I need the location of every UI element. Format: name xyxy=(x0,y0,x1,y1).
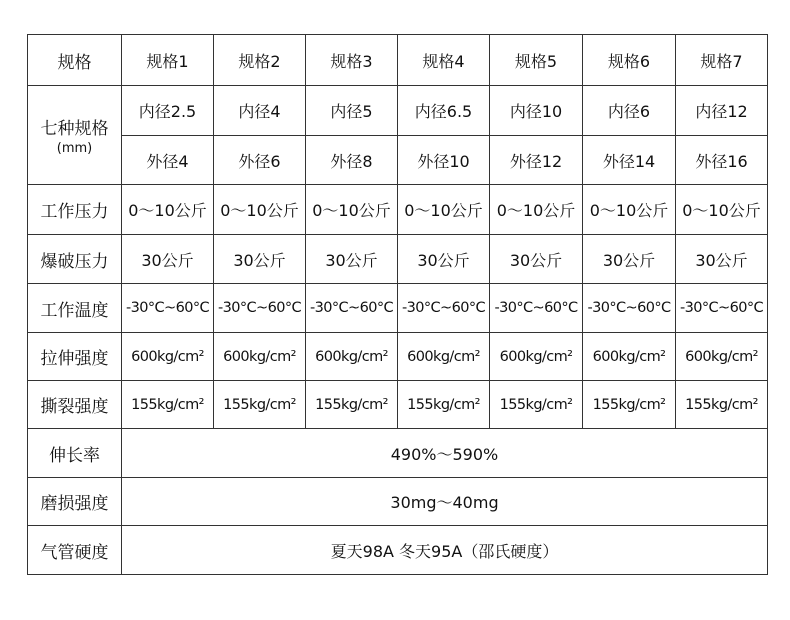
outer-cell: 外径12 xyxy=(490,136,583,185)
inner-diameter-row xyxy=(28,86,768,136)
value-cell: 0～10公斤 xyxy=(214,185,306,235)
spec-unit: (mm) xyxy=(56,141,93,156)
value-cell: 155kg/cm² xyxy=(214,381,306,429)
inner-cell: 内径5 xyxy=(306,86,398,136)
value-cell: -30°C~60°C xyxy=(676,284,768,333)
header-cell: 规格7 xyxy=(676,35,768,86)
row-label: 撕裂强度 xyxy=(28,381,122,429)
value-cell: 30公斤 xyxy=(122,235,214,284)
value-cell: 30公斤 xyxy=(583,235,676,284)
value-cell: 0～10公斤 xyxy=(122,185,214,235)
hose-hardness-row xyxy=(28,526,768,575)
header-cell: 规格2 xyxy=(214,35,306,86)
header-cell: 规格6 xyxy=(583,35,676,86)
row-label: 拉伸强度 xyxy=(28,333,122,381)
merged-value-cell: 夏天98A 冬天95A（邵氏硬度） xyxy=(122,526,768,575)
merged-value-cell: 490%～590% xyxy=(122,429,768,478)
header-cell: 规格5 xyxy=(490,35,583,86)
value-cell: 0～10公斤 xyxy=(306,185,398,235)
row-label: 伸长率 xyxy=(28,429,122,478)
value-cell: 600kg/cm² xyxy=(306,333,398,381)
value-cell: 0～10公斤 xyxy=(676,185,768,235)
value-cell: 0～10公斤 xyxy=(490,185,583,235)
inner-cell: 内径6.5 xyxy=(398,86,490,136)
row-label: 工作温度 xyxy=(28,284,122,333)
outer-cell: 外径16 xyxy=(676,136,768,185)
row-label: 爆破压力 xyxy=(28,235,122,284)
working-temperature-row xyxy=(28,284,768,333)
value-cell: 155kg/cm² xyxy=(583,381,676,429)
inner-cell: 内径6 xyxy=(583,86,676,136)
value-cell: -30°C~60°C xyxy=(398,284,490,333)
value-cell: -30°C~60°C xyxy=(214,284,306,333)
value-cell: 600kg/cm² xyxy=(122,333,214,381)
value-cell: 155kg/cm² xyxy=(122,381,214,429)
value-cell: -30°C~60°C xyxy=(583,284,676,333)
tensile-strength-row xyxy=(28,333,768,381)
row-label: 气管硬度 xyxy=(28,526,122,575)
value-cell: 600kg/cm² xyxy=(490,333,583,381)
value-cell: 30公斤 xyxy=(214,235,306,284)
value-cell: 30公斤 xyxy=(306,235,398,284)
spec-label: 七种规格 xyxy=(40,119,109,139)
value-cell: -30°C~60°C xyxy=(122,284,214,333)
value-cell: 155kg/cm² xyxy=(490,381,583,429)
value-cell: -30°C~60°C xyxy=(306,284,398,333)
outer-cell: 外径6 xyxy=(214,136,306,185)
value-cell: 30公斤 xyxy=(490,235,583,284)
value-cell: 155kg/cm² xyxy=(398,381,490,429)
header-cell: 规格 xyxy=(28,35,122,86)
elongation-row xyxy=(28,429,768,478)
value-cell: 600kg/cm² xyxy=(214,333,306,381)
merged-value-cell: 30mg～40mg xyxy=(122,478,768,526)
working-pressure-row xyxy=(28,185,768,235)
outer-cell: 外径14 xyxy=(583,136,676,185)
header-row xyxy=(28,35,768,86)
value-cell: 0～10公斤 xyxy=(583,185,676,235)
value-cell: 0～10公斤 xyxy=(398,185,490,235)
row-label: 磨损强度 xyxy=(28,478,122,526)
inner-cell: 内径4 xyxy=(214,86,306,136)
inner-cell: 内径10 xyxy=(490,86,583,136)
value-cell: -30°C~60°C xyxy=(490,284,583,333)
outer-diameter-row xyxy=(28,136,768,185)
value-cell: 600kg/cm² xyxy=(398,333,490,381)
outer-cell: 外径4 xyxy=(122,136,214,185)
value-cell: 155kg/cm² xyxy=(676,381,768,429)
burst-pressure-row xyxy=(28,235,768,284)
value-cell: 600kg/cm² xyxy=(676,333,768,381)
inner-cell: 内径12 xyxy=(676,86,768,136)
spec-label-cell xyxy=(28,86,122,185)
header-cell: 规格4 xyxy=(398,35,490,86)
abrasion-strength-row xyxy=(28,478,768,526)
outer-cell: 外径10 xyxy=(398,136,490,185)
outer-cell: 外径8 xyxy=(306,136,398,185)
row-label: 工作压力 xyxy=(28,185,122,235)
tear-strength-row xyxy=(28,381,768,429)
value-cell: 600kg/cm² xyxy=(583,333,676,381)
value-cell: 30公斤 xyxy=(676,235,768,284)
header-cell: 规格3 xyxy=(306,35,398,86)
value-cell: 30公斤 xyxy=(398,235,490,284)
value-cell: 155kg/cm² xyxy=(306,381,398,429)
header-cell: 规格1 xyxy=(122,35,214,86)
inner-cell: 内径2.5 xyxy=(122,86,214,136)
spec-table xyxy=(27,34,768,575)
